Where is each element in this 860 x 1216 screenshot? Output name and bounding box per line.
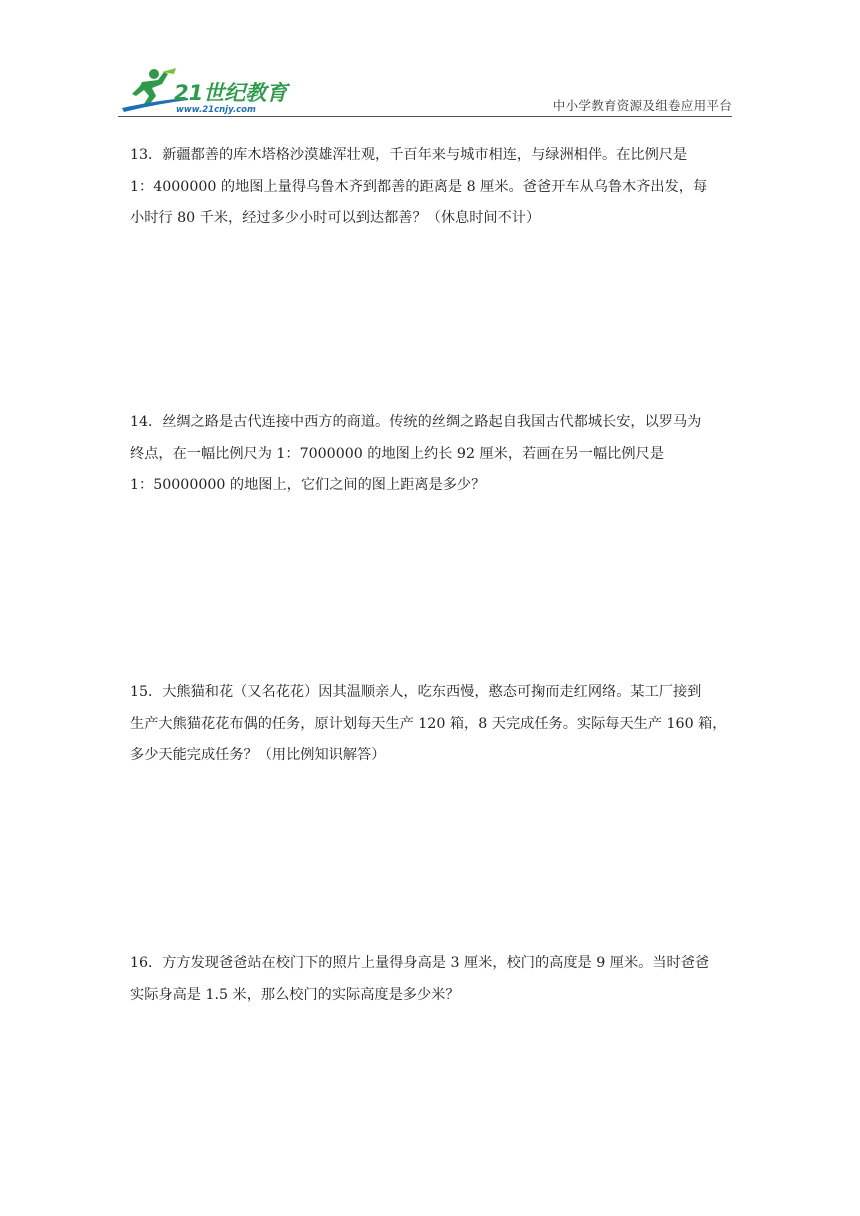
question-line: 小时行 80 千米，经过多少小时可以到达都善？（休息时间不计） [130,210,541,226]
question-13 [130,140,735,235]
question-line: 16．方方发现爸爸站在校门下的照片上量得身高是 3 厘米，校门的高度是 9 厘米。当时爸爸 [130,955,710,971]
question-line: 多少天能完成任务？（用比例知识解答） [130,747,386,763]
logo-url: www.21cnjy.com [176,105,256,115]
question-line: 生产大熊猫花花布偶的任务，原计划每天生产 120 箱，8 天完成任务。实际每天生产 160 箱， [130,715,727,732]
question-line: 终点，在一幅比例尺为 1：7000000 的地图上约长 92 厘米，若画在另一幅比例尺是 [130,445,664,462]
page-header [118,62,732,118]
question-line: 1：50000000 的地图上，它们之间的图上距离是多少？ [130,477,486,493]
question-line: 13．新疆都善的库木塔格沙漠雄浑壮观，千百年来与城市相连，与绿洲相伴。在比例尺是 [130,147,688,163]
question-15 [130,677,735,772]
question-line: 实际身高是 1.5 米，那么校门的实际高度是多少米？ [130,986,460,1003]
platform-name: 中小学教育资源及组卷应用平台 [552,98,732,113]
site-logo [118,62,298,116]
header-divider [118,116,732,117]
question-14 [130,407,735,502]
question-16 [130,948,735,1011]
question-line: 14．丝绸之路是古代连接中西方的商道。传统的丝绸之路起自我国古代都城长安，以罗马为 [130,414,702,430]
logo-wordmark: 21世纪教育 [174,81,288,105]
question-line: 1：4000000 的地图上量得乌鲁木齐到都善的距离是 8 厘米。爸爸开车从乌鲁木齐出发，每 [130,178,708,195]
question-line: 15．大熊猫和花（又名花花）因其温顺亲人，吃东西慢，憨态可掬而走红网络。某工厂接到 [130,684,702,700]
